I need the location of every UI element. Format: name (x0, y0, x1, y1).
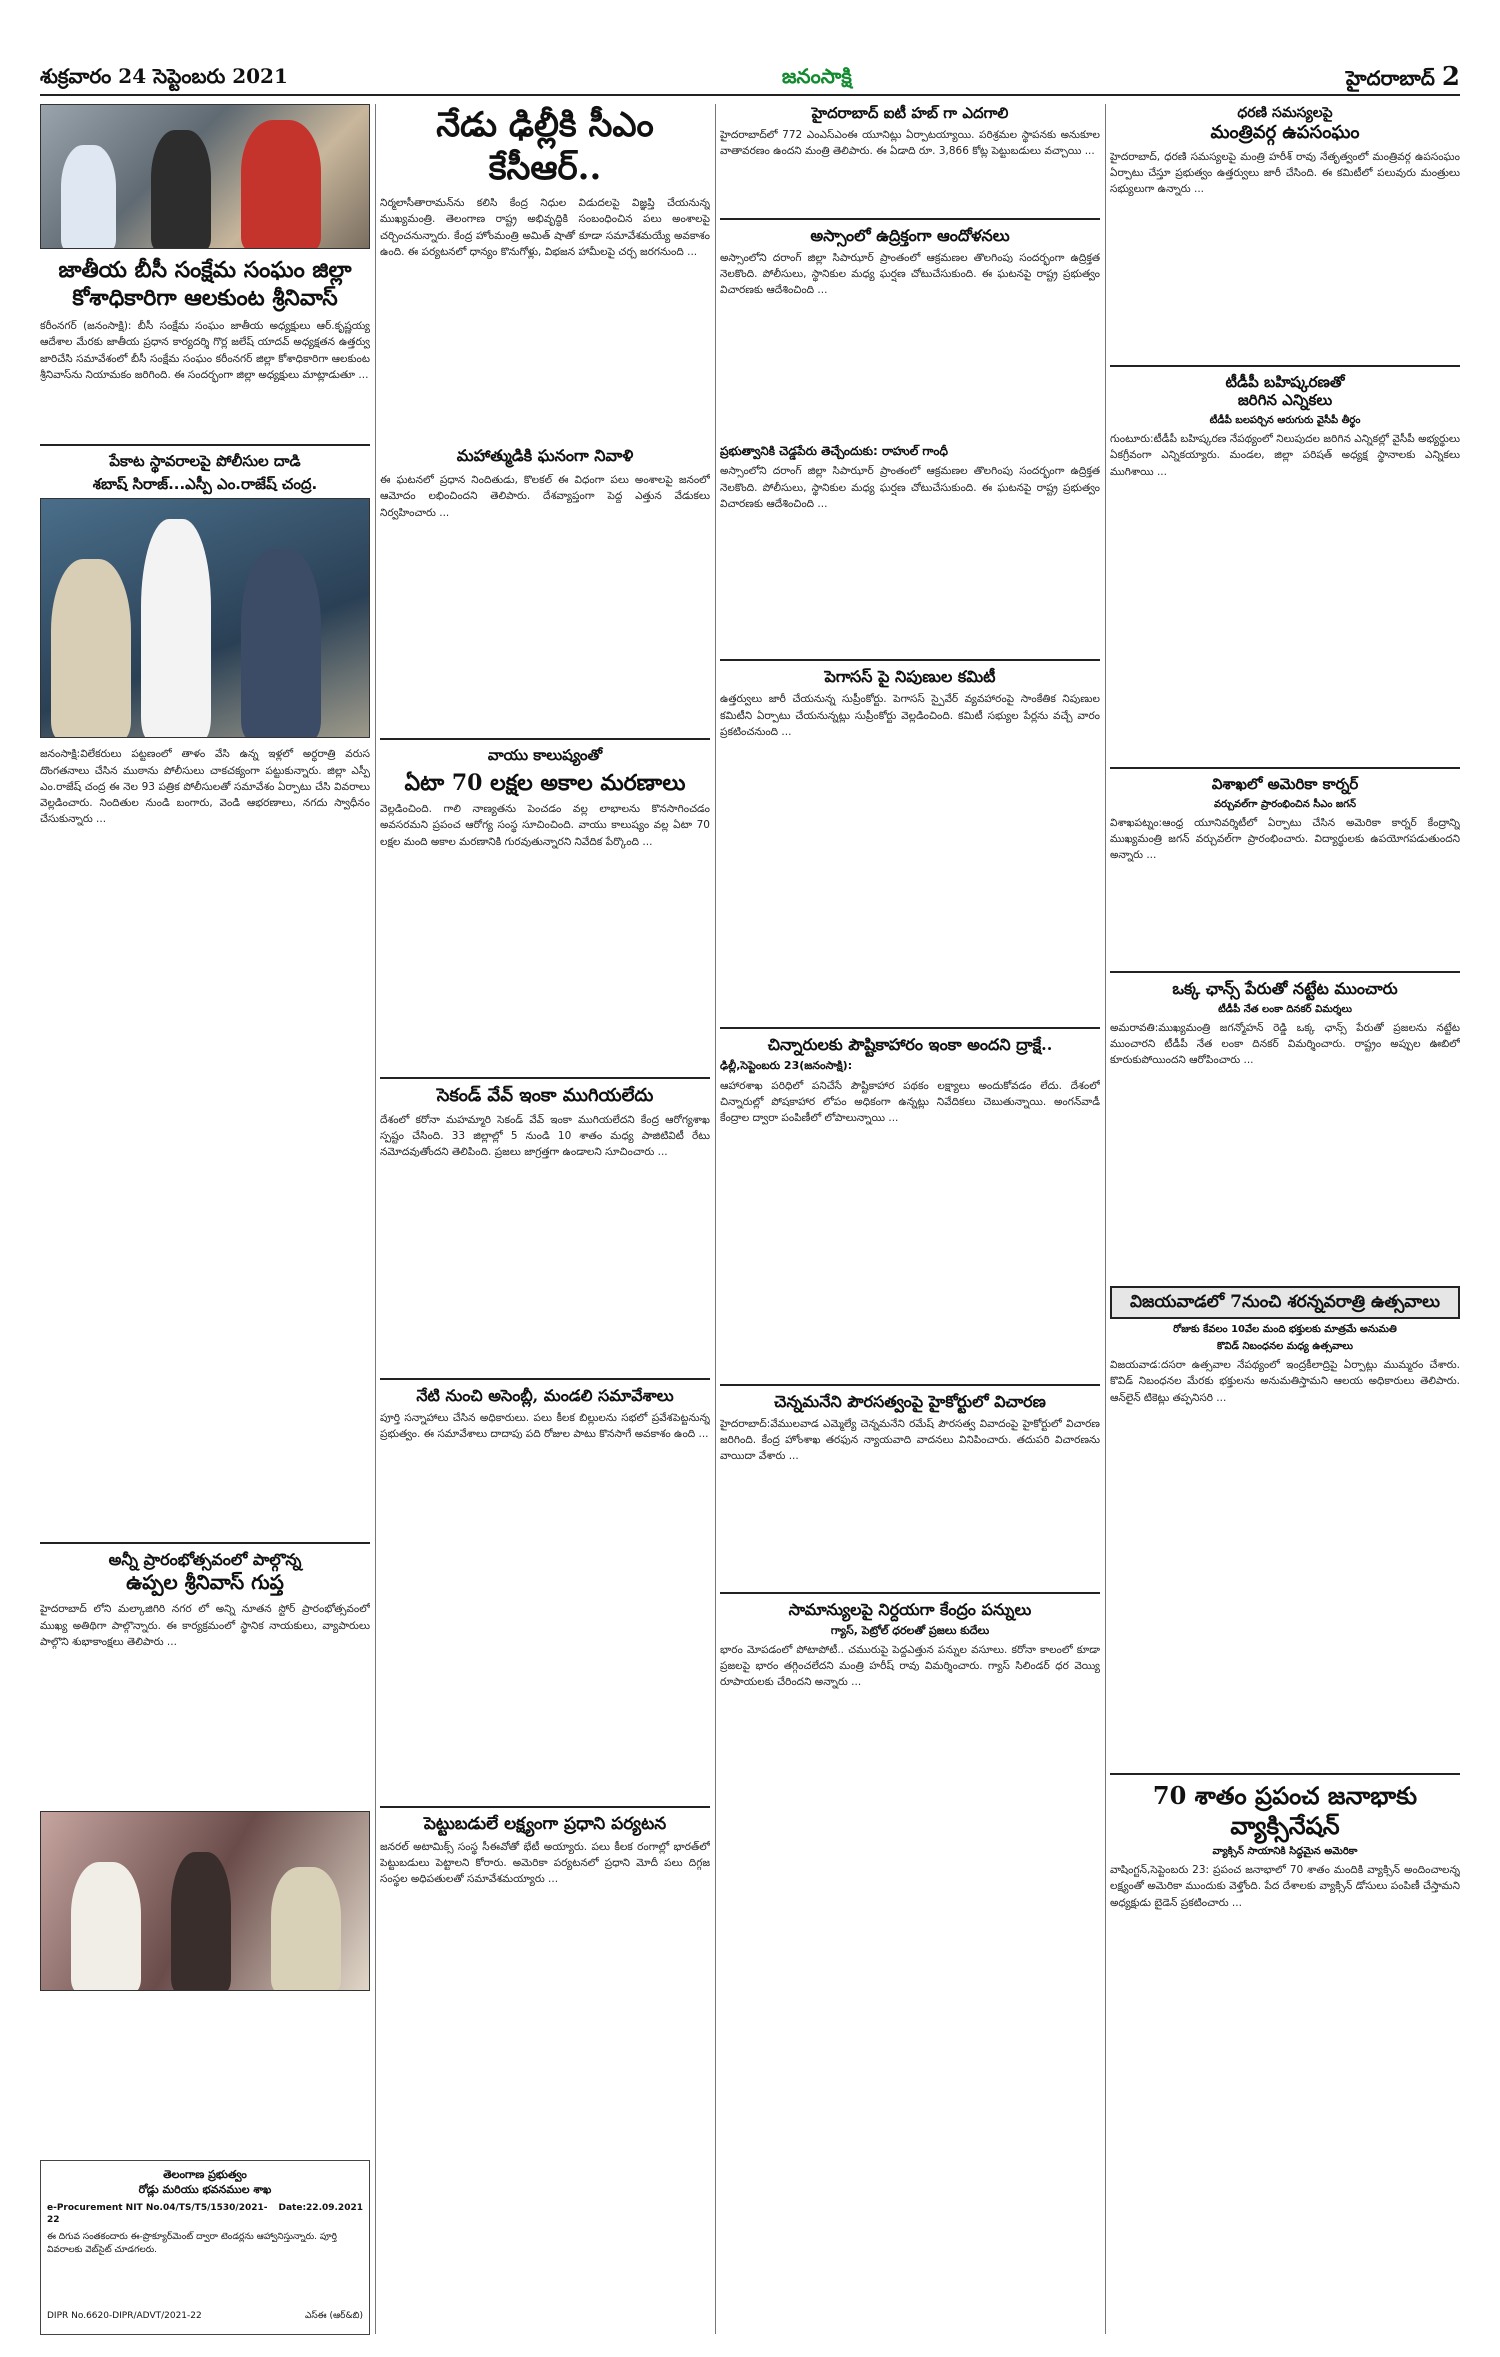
story-body: హైదరాబాద్:వేములవాడ ఎమ్మెల్యే చెన్నమనేని రమేష్ పౌరసత్వ వివాదంపై హైకోర్టులో విచారణ జరిగింది. కేంద్ర హోంశాఖ తరఫున న్యాయవాది వాదనలు వినిపించారు. తదుపరి విచారణను వాయిదా వేశారు ... (720, 1417, 1100, 1463)
story-headline: పేకాట స్థావరాలపై పోలీసుల దాడి (109, 452, 301, 470)
story-headline: నేటి నుంచి అసెంబ్లీ, మండలి సమావేశాలు (416, 1385, 674, 1405)
story-headline: పెట్టుబడులే లక్ష్యంగా ప్రధాని పర్యటన (423, 1813, 667, 1834)
story-body: ఆహారశాఖ పరిధిలో పనిచేసే పౌష్టికాహార పథకం లక్ష్యాలు అందుకోవడం లేదు. దేశంలో చిన్నారుల్లో పోషకాహార లోపం అధికంగా ఉన్నట్లు నివేదికలు చెబుతున్నాయి. అంగన్‌వాడీ కేంద్రాల ద్వారా పంపిణీలో లోపాలున్నాయి ... (720, 1079, 1100, 1125)
tender-signature: ఎస్ఈ (ఆర్&బి) (304, 2310, 363, 2321)
story-body: అస్సాంలోని దరాంగ్ జిల్లా సిపాఝార్ ప్రాంతంలో ఆక్రమణల తొలగింపు సందర్భంగా ఉద్రిక్తత నెలకొంది. పోలీసులు, స్థానికుల మధ్య ఘర్షణ చోటుచేసుకుంది. ఈ ఘటనపై రాష్ట్ర ప్రభుత్వం విచారణకు ఆదేశించింది ... (720, 251, 1100, 297)
column-3 (720, 104, 1100, 2174)
story-body: ఉత్తర్వులు జారీ చేయనున్న సుప్రీంకోర్టు. పెగాసస్ స్పైవేర్ వ్యవహారంపై సాంకేతిక నిపుణుల కమిటీని ఏర్పాటు చేయనున్నట్లు సుప్రీంకోర్టు వెల్లడించింది. కమిటీ సభ్యుల పేర్లను వచ్చే వారం ప్రకటించనుంది ... (720, 693, 1100, 738)
column-divider (715, 104, 716, 2334)
story-body: వాషింగ్టన్,సెప్టెంబరు 23: ప్రపంచ జనాభాలో 70 శాతం మందికి వ్యాక్సిన్ అందించాలన్న లక్ష్యంతో అమెరికా ముందుకు వెళ్తోంది. పేద దేశాలకు వ్యాక్సిన్ డోసులు పంపిణీ చేస్తామని అధ్యక్షుడు బైడెన్ ప్రకటించారు ... (1110, 1864, 1460, 1909)
story-body: వెల్లడించింది. గాలి నాణ్యతను పెంచడం వల్ల లాభాలను కొనసాగించడం అవసరమని ప్రపంచ ఆరోగ్య సంస్థ సూచించింది. వాయు కాలుష్యం వల్ల ఏటా 70 లక్షల మంది అకాల మరణానికి గురవుతున్నారని నివేదిక పేర్కొంది ... (380, 803, 710, 848)
story-body: నిర్మలాసీతారామన్‌ను కలిసి కేంద్ర నిధుల విడుదలపై విజ్ఞప్తి చేయనున్న ముఖ్యమంత్రి. తెలంగాణ రాష్ట్ర అభివృద్ధికి సంబంధించిన పలు అంశాలపై చర్చించనున్నారు. కేంద్ర హోంమంత్రి అమిత్ షాతో కూడా సమావేశమయ్యే అవకాశం ఉంది. ఈ పర్యటనలో ధాన్యం కొనుగోళ్లు, విభజన హామీలపై చర్చ జరగనుంది ... (380, 197, 710, 258)
story-subheadline: టీడీపీ నేత లంకా దినకర్ విమర్శలు (1218, 1003, 1352, 1015)
story-headline: విశాఖలో అమెరికా కార్నర్ (1211, 775, 1359, 794)
story-headline: పెగాసస్ పై నిపుణుల కమిటీ (824, 667, 996, 687)
story-headline: చెన్నమనేని పౌరసత్వంపై హైకోర్టులో విచారణ (774, 1391, 1046, 1411)
tender-body: ఈ దిగువ సంతకందారు ఈ-ప్రొక్యూర్‌మెంట్ ద్వారా టెండర్లను ఆహ్వానిస్తున్నారు. పూర్తి వివరాలకు వెబ్‌సైట్ చూడగలరు. (47, 2231, 337, 2255)
story-headline: హైదరాబాద్ ఐటీ హబ్ గా ఎదగాలి (811, 104, 1009, 122)
story-body: హైదరాబాద్, ధరణి సమస్యలపై మంత్రి హరీశ్ రావు నేతృత్వంలో మంత్రివర్గ ఉపసంఘం ఏర్పాటు చేస్తూ ప్రభుత్వం ఉత్తర్వులు జారీ చేసింది. ఈ కమిటీలో పలువురు మంత్రులు సభ్యులుగా ఉన్నారు ... (1110, 150, 1460, 196)
edition-city: హైదరాబాద్ 2 (1345, 61, 1460, 92)
story-headline: సెకండ్ వేవ్ ఇంకా ముగియలేదు (436, 1085, 654, 1106)
story-kicker: గ్యాస్, పెట్రోల్ ధరలతో ప్రజలు కుదేలు (830, 1623, 990, 1637)
story-headline: మహాత్ముడికి ఘనంగా నివాళి (456, 446, 634, 465)
page-header (40, 62, 1460, 96)
lead-headline: నేడు ఢిల్లీకి సీఎం కేసీఆర్.. (436, 105, 654, 188)
story-headline: జాతీయ బీసీ సంక్షేమ సంఘం జిల్లా కోశాధికారిగా ఆలకుంట శ్రీనివాస్ (58, 257, 352, 311)
column-1 (40, 104, 370, 2154)
story-headline: ఒక్క ఛాన్స్ పేరుతో నట్టేట ముంచారు (1172, 978, 1398, 998)
tender-ref: e-Procurement NIT No.04/TS/T5/1530/2021-22 (47, 2202, 268, 2226)
story-body: విజయవాడ:దసరా ఉత్సవాల నేపథ్యంలో ఇంద్రకీలాద్రిపై ఏర్పాట్లు ముమ్మరం చేశారు. కొవిడ్ నిబంధనల మేరకు భక్తులను అనుమతిస్తామని ఆలయ అధికారులు తెలిపారు. ఆన్‌లైన్ టికెట్లు తప్పనిసరి ... (1110, 1359, 1460, 1404)
story-body: దేశంలో కరోనా మహమ్మారి సెకండ్ వేవ్ ఇంకా ముగియలేదని కేంద్ర ఆరోగ్యశాఖ స్పష్టం చేసింది. 33 జిల్లాల్లో 5 నుండి 10 శాతం మధ్య పాజిటివిటీ రేటు నమోదవుతోందని తెలిపింది. ప్రజలు జాగ్రత్తగా ఉండాలని సూచించారు ... (380, 1113, 710, 1159)
story-headline: అస్సాంలో ఉద్రిక్తంగా ఆందోళనలు (810, 225, 1010, 245)
story-body: విశాఖపట్నం:ఆంధ్ర యూనివర్శిటీలో ఏర్పాటు చేసిన అమెరికా కార్నర్ కేంద్రాన్ని ముఖ్యమంత్రి జగన్ వర్చువల్‌గా ప్రారంభించారు. విద్యార్థులకు ఉపయోగపడుతుందని అన్నారు ... (1110, 816, 1460, 862)
story-subheadline: రోజుకు కేవలం 10వేల మంది భక్తులకు మాత్రమే అనుమతి (1173, 1324, 1397, 1336)
story-body: ఈ ఘటనలో ప్రధాన నిందితుడు, కొలకల్ ఈ విధంగా పలు అంశాలపై జనంలో ఆమోదం లభించిందని తెలిపారు. దేశవ్యాప్తంగా పెద్ద ఎత్తున వేడుకలు నిర్వహించారు ... (380, 474, 710, 519)
column-2 (380, 104, 710, 2174)
story-kicker: కొవిడ్ నిబంధనల మధ్య ఉత్సవాలు (1217, 1341, 1353, 1353)
story-subheadline: వ్యాక్సిన్ సాయానికి సిద్ధమైన అమెరికా (1212, 1846, 1358, 1858)
tender-department: రోడ్లు మరియు భవనముల శాఖ (138, 2183, 272, 2197)
story-body: కరీంనగర్ (జనంసాక్షి): బీసీ సంక్షేమ సంఘం జాతీయ అధ్యక్షులు ఆర్.కృష్ణయ్య ఆదేశాల మేరకు జాతీయ ప్రధాన కార్యదర్శి గొర్ల జలేష్ యాదవ్ అధ్యక్షతన ఉత్తర్వు జారిచేసి సమావేశంలో బీసీ సంక్షేమ సంఘం కరీంనగర్ జిల్లా కోశాధికారిగా ఆలకుంట శ్రీనివాస్‌ను నియామకం జరిగింది. ఈ సందర్భంగా జిల్లా అధ్యక్షులు మాట్లాడుతూ ... (40, 320, 370, 381)
story-box (1110, 1286, 1460, 1319)
story-photo (40, 1811, 370, 1991)
story-body: హైదరాబాద్ లోని మల్కాజిగిరి నగర లో అన్ని నూతన స్టోర్ ప్రారంభోత్సవంలో ముఖ్య అతిథిగా పాల్గొన్నారు. ఈ కార్యక్రమంలో స్థానిక నాయకులు, వ్యాపారులు పాల్గొని శుభాకాంక్షలు తెలిపారు ... (40, 1603, 370, 1648)
story-body: హైదరాబాద్‌లో 772 ఎంఎస్ఎంఈ యూనిట్లు ఏర్పాటయ్యాయి. పరిశ్రమల స్థాపనకు అనుకూల వాతావరణం ఉందని మంత్రి తెలిపారు. ఈ ఏడాది రూ. 3,866 కోట్ల పెట్టుబడులు వచ్చాయి ... (720, 128, 1100, 158)
story-kicker: ప్రభుత్వానికి చెడ్డపేరు తెచ్చేందుకు: రాహుల్ గాంధీ (720, 443, 948, 458)
column-divider (1105, 104, 1106, 2334)
tender-notice (40, 2160, 370, 2335)
story-body: జనంసాక్షి:విలేకరులు పట్టణంలో తాళం వేసి ఉన్న ఇళ్లలో అర్ధరాత్రి వరుస దొంగతనాలు చేసిన ముఠాను పోలీసులు చాకచక్యంగా పట్టుకున్నారు. జిల్లా ఎస్పీ ఎం.రాజేష్ చంద్ర ఈ నెల 93 పత్రిక పోలీసులతో సమావేశం ఏర్పాటు చేసి వివరాలు వెల్లడించారు. నిందితుల నుండి బంగారు, వెండి ఆభరణాలు, నగదు స్వాధీనం చేసుకున్నారు ... (40, 748, 370, 826)
page-number: 2 (1441, 61, 1460, 92)
tender-date: Date:22.09.2021 (278, 2202, 363, 2213)
story-body: గుంటూరు:టీడీపీ బహిష్కరణ నేపథ్యంలో నిలుపుదల జరిగిన ఎన్నికల్లో వైసీపీ అభ్యర్థులు ఏకగ్రీవంగా ఎన్నికయ్యారు. మండల, జిల్లా పరిషత్ అధ్యక్ష స్థానాలకు ఎన్నికలు ముగిశాయి ... (1110, 433, 1460, 478)
story-subheadline: టీడీపీ బలపర్చిన ఆరుగురు వైసీపీ తీర్థం (1209, 415, 1361, 427)
story-body: భారం మోపడంలో పోటాపోటీ.. చమురుపై పెద్దఎత్తున పన్నుల వసూలు. కరోనా కాలంలో కూడా ప్రజలపై భారం తగ్గించలేదని మంత్రి హరీష్ రావు విమర్శించారు. గ్యాస్ సిలిండర్ ధర వెయ్యి రూపాయలకు చేరిందని అన్నారు ... (720, 1643, 1100, 1689)
story-headline: 70 శాతం ప్రపంచ జనాభాకు వ్యాక్సినేషన్ (1152, 1781, 1418, 1841)
story-kicker: వాయు కాలుష్యంతో (487, 746, 603, 764)
story-headline: విజయవాడలో 7నుంచి శరన్నవరాత్రి ఉత్సవాలు (1129, 1291, 1441, 1312)
story-headline: అన్నీ ప్రారంభోత్సవంలో పాల్గొన్న (108, 1550, 302, 1570)
story-headline: మంత్రివర్గ ఉపసంఘం (1210, 122, 1360, 144)
story-byline: శబాష్ సిరాజ్...ఎస్పీ ఎం.రాజేష్ చంద్ర. (92, 474, 318, 493)
tender-footer: DIPR No.6620-DIPR/ADVT/2021-22 (47, 2310, 202, 2321)
story-subheadline: వర్చువల్‌గా ప్రారంభించిన సీఎం జగన్ (1213, 798, 1357, 810)
story-kicker: ఢిల్లీ,సెప్టెంబరు 23(జనంసాక్షి): (720, 1059, 853, 1073)
story-body: పూర్తి సన్నాహాలు చేసిన అధికారులు. పలు కీలక బిల్లులను సభలో ప్రవేశపెట్టనున్న ప్రభుత్వం. ఈ సమావేశాలు దాదాపు పది రోజుల పాటు కొనసాగే అవకాశం ఉంది ... (380, 1411, 710, 1440)
story-body: అస్సాంలోని దరాంగ్ జిల్లా సిపాఝార్ ప్రాంతంలో ఆక్రమణల తొలగింపు సందర్భంగా ఉద్రిక్తత నెలకొంది. పోలీసులు, స్థానికుల మధ్య ఘర్షణ చోటుచేసుకుంది. ఈ ఘటనపై రాష్ట్ర ప్రభుత్వం విచారణకు ఆదేశించింది ... (720, 465, 1100, 510)
story-kicker: టీడీపీ బహిష్కరణతో (1225, 372, 1345, 391)
issue-date: శుక్రవారం 24 సెప్టెంబరు 2021 (40, 63, 288, 88)
story-headline: జరిగిన ఎన్నికలు (1237, 391, 1333, 410)
masthead-logo: జనంసాక్షి (781, 63, 852, 88)
story-headline: సామాన్యులపై నిర్దయగా కేంద్రం పన్నులు (788, 1599, 1032, 1619)
column-4 (1110, 104, 1460, 2174)
story-body: అమరావతి:ముఖ్యమంత్రి జగన్మోహన్ రెడ్డి ఒక్క ఛాన్స్ పేరుతో ప్రజలను నట్టేట ముంచారని టీడీపీ నేత లంకా దినకర్ విమర్శించారు. రాష్ట్రం అప్పుల ఊబిలో కూరుకుపోయిందని ఆరోపించారు ... (1110, 1021, 1460, 1067)
story-kicker: ధరణి సమస్యలపై (1237, 105, 1333, 121)
story-headline: చిన్నారులకు పౌష్టికాహారం ఇంకా అందని ద్రాక్షే.. (767, 1035, 1053, 1055)
story-photo (40, 498, 370, 738)
story-byline: ఉప్పల శ్రీనివాస్ గుప్త (126, 1570, 284, 1595)
tender-title: తెలంగాణ ప్రభుత్వం (163, 2168, 247, 2181)
column-divider (375, 104, 376, 2334)
story-photo (40, 104, 370, 249)
story-body: జనరల్ అటామిక్స్ సంస్థ సీఈవోతో భేటీ అయ్యారు. పలు కీలక రంగాల్లో భారత్‌లో పెట్టుబడులు పెట్టాలని కోరారు. అమెరికా పర్యటనలో ప్రధాని మోదీ పలు దిగ్గజ సంస్థల అధిపతులతో సమావేశమయ్యారు ... (380, 1840, 710, 1886)
story-headline: ఏటా 70 లక్షల అకాల మరణాలు (404, 769, 686, 796)
